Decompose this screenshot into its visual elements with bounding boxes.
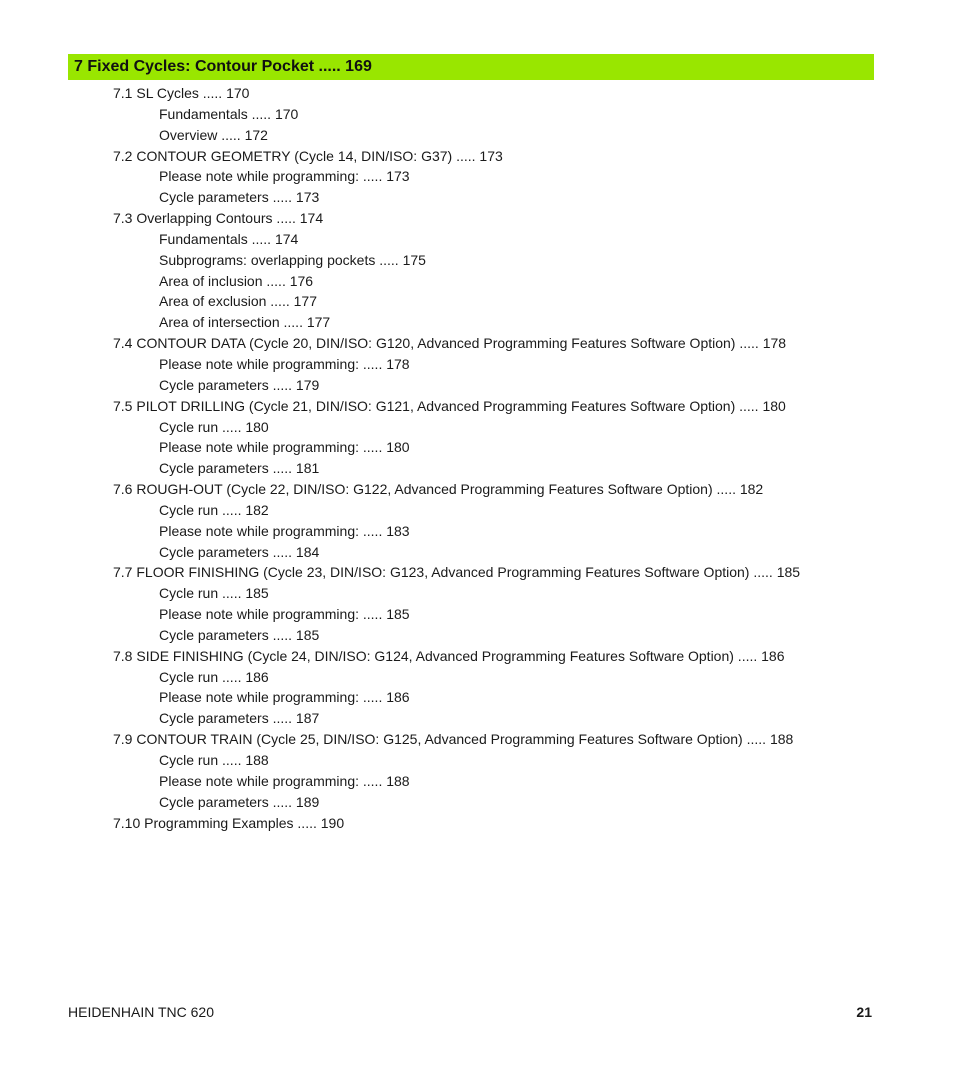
toc-subsection-entry[interactable]: Cycle parameters ..... 179 — [159, 376, 320, 393]
toc-subsection-entry[interactable]: Please note while programming: ..... 185 — [159, 606, 410, 623]
toc-subsection-entry[interactable]: Please note while programming: ..... 183 — [159, 522, 410, 539]
toc-subsection-entry[interactable]: Please note while programming: ..... 186 — [159, 689, 410, 706]
toc-subsection-entry[interactable]: Cycle parameters ..... 189 — [159, 793, 320, 810]
toc-subsection-entry[interactable]: Cycle parameters ..... 181 — [159, 460, 320, 477]
toc-subsection-entry[interactable]: Please note while programming: ..... 188 — [159, 772, 410, 789]
chapter-header-bar — [68, 54, 874, 80]
footer-product-name: HEIDENHAIN TNC 620 — [68, 1004, 215, 1020]
toc-subsection-entry[interactable]: Overview ..... 172 — [159, 126, 268, 143]
toc-subsection-entry[interactable]: Cycle parameters ..... 185 — [159, 626, 320, 643]
toc-subsection-entry[interactable]: Fundamentals ..... 170 — [159, 105, 299, 122]
toc-subsection-entry[interactable]: Cycle run ..... 180 — [159, 418, 269, 435]
chapter-title[interactable]: 7 Fixed Cycles: Contour Pocket ..... 169 — [74, 58, 372, 75]
toc-section-entry[interactable]: 7.10 Programming Examples ..... 190 — [113, 814, 345, 831]
toc-subsection-entry[interactable]: Area of exclusion ..... 177 — [159, 293, 317, 310]
toc-subsection-entry[interactable]: Area of inclusion ..... 176 — [159, 272, 314, 289]
toc-subsection-entry[interactable]: Cycle run ..... 185 — [159, 585, 269, 602]
toc-section-entry[interactable]: 7.3 Overlapping Contours ..... 174 — [113, 210, 324, 227]
toc-subsection-entry[interactable]: Cycle parameters ..... 173 — [159, 189, 320, 206]
toc-subsection-entry[interactable]: Fundamentals ..... 174 — [159, 230, 299, 247]
toc-section-entry[interactable]: 7.8 SIDE FINISHING (Cycle 24, DIN/ISO: G124, Advanced Programming Features Software Option) ..... 186 — [113, 647, 785, 664]
toc-subsection-entry[interactable]: Cycle run ..... 188 — [159, 752, 269, 768]
toc-subsection-entry[interactable]: Cycle parameters ..... 184 — [159, 543, 320, 560]
toc-section-entry[interactable]: 7.4 CONTOUR DATA (Cycle 20, DIN/ISO: G120, Advanced Programming Features Software Option) ..... 178 — [113, 335, 787, 352]
toc-section-entry[interactable]: 7.9 CONTOUR TRAIN (Cycle 25, DIN/ISO: G125, Advanced Programming Features Software Option) ..... 188 — [113, 731, 794, 748]
toc-section-entry[interactable]: 7.7 FLOOR FINISHING (Cycle 23, DIN/ISO: G123, Advanced Programming Features Software Option) ..... 185 — [113, 564, 801, 581]
toc-subsection-entry[interactable]: Cycle run ..... 182 — [159, 501, 269, 518]
toc-subsection-entry[interactable]: Cycle run ..... 186 — [159, 668, 269, 685]
toc-section-entry[interactable]: 7.2 CONTOUR GEOMETRY (Cycle 14, DIN/ISO: G37) ..... 173 — [113, 147, 503, 164]
toc-subsection-entry[interactable]: Subprograms: overlapping pockets ..... 175 — [159, 251, 426, 268]
toc-subsection-entry[interactable]: Cycle parameters ..... 187 — [159, 710, 320, 727]
toc-subsection-entry[interactable]: Please note while programming: ..... 178 — [159, 355, 410, 372]
toc-subsection-entry[interactable]: Area of intersection ..... 177 — [159, 314, 331, 331]
toc-section-entry[interactable]: 7.6 ROUGH-OUT (Cycle 22, DIN/ISO: G122, Advanced Programming Features Software Option) ..... 182 — [113, 481, 764, 498]
toc-section-entry[interactable]: 7.1 SL Cycles ..... 170 — [113, 85, 250, 101]
toc-section-entry[interactable]: 7.5 PILOT DRILLING (Cycle 21, DIN/ISO: G121, Advanced Programming Features Software Option) ..... 180 — [113, 397, 786, 414]
footer-page-number: 21 — [856, 1004, 872, 1020]
table-of-contents — [0, 83, 954, 833]
toc-subsection-entry[interactable]: Please note while programming: ..... 180 — [159, 439, 410, 456]
toc-subsection-entry[interactable]: Please note while programming: ..... 173 — [159, 168, 410, 185]
